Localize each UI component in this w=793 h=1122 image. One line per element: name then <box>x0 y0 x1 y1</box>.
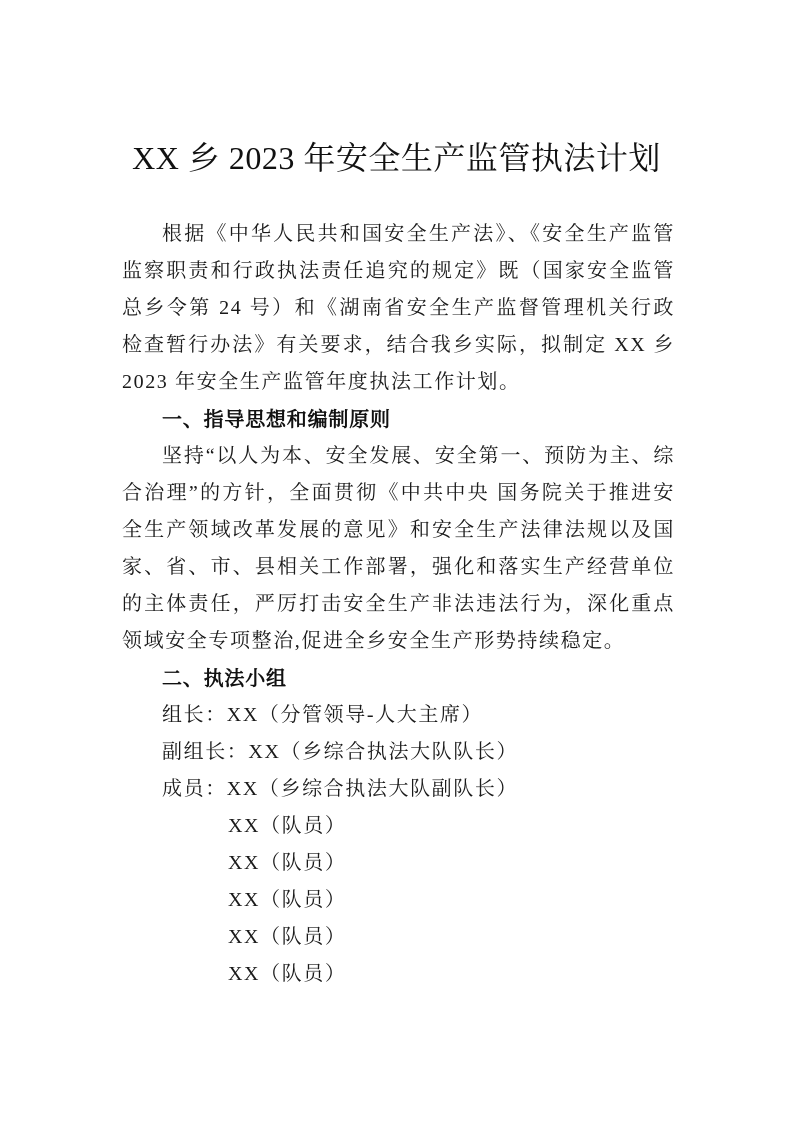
team-leader-line: 组长：XX（分管领导-人大主席） <box>162 704 484 726</box>
team-members-line: 成员：XX（乡综合执法大队副队长） <box>162 778 519 800</box>
guiding-principles-paragraph: 坚持“以人为本、安全发展、安全第一、预防为主、综合治理”的方针，全面贯彻《中共中央 国务院关于推进安全生产领域改革发展的意见》和安全生产法律法规以及国家、省、市、县相关工作部署，强化和落实生产经营单位的主体责任，严厉打击安全生产非法违法行为，深化重点领域安全专项整治,促进全乡安全生产形势持续稳定。 <box>122 445 675 652</box>
section-heading-enforcement-team: 二、执法小组 <box>162 666 287 690</box>
document-title: XX 乡 2023 年安全生产监管执法计划 <box>132 140 661 176</box>
document-body <box>122 216 675 993</box>
team-member-item: XX（队员） <box>228 852 347 874</box>
team-member-item: XX（队员） <box>228 815 347 837</box>
intro-paragraph: 根据《中华人民共和国安全生产法》、《安全生产监管监察职责和行政执法责任追究的规定》既（国家安全监管总乡令第 24 号）和《湖南省安全生产监督管理机关行政检查暂行办法》有关要求，结合我乡实际，拟制定 XX 乡 2023 年安全生产监管年度执法工作计划。 <box>122 223 675 393</box>
team-member-item: XX（队员） <box>228 963 347 985</box>
team-member-item: XX（队员） <box>228 926 347 948</box>
team-member-item: XX（队员） <box>228 889 347 911</box>
team-deputy-line: 副组长：XX（乡综合执法大队队长） <box>162 741 519 763</box>
section-heading-guiding-principles: 一、指导思想和编制原则 <box>162 407 391 431</box>
